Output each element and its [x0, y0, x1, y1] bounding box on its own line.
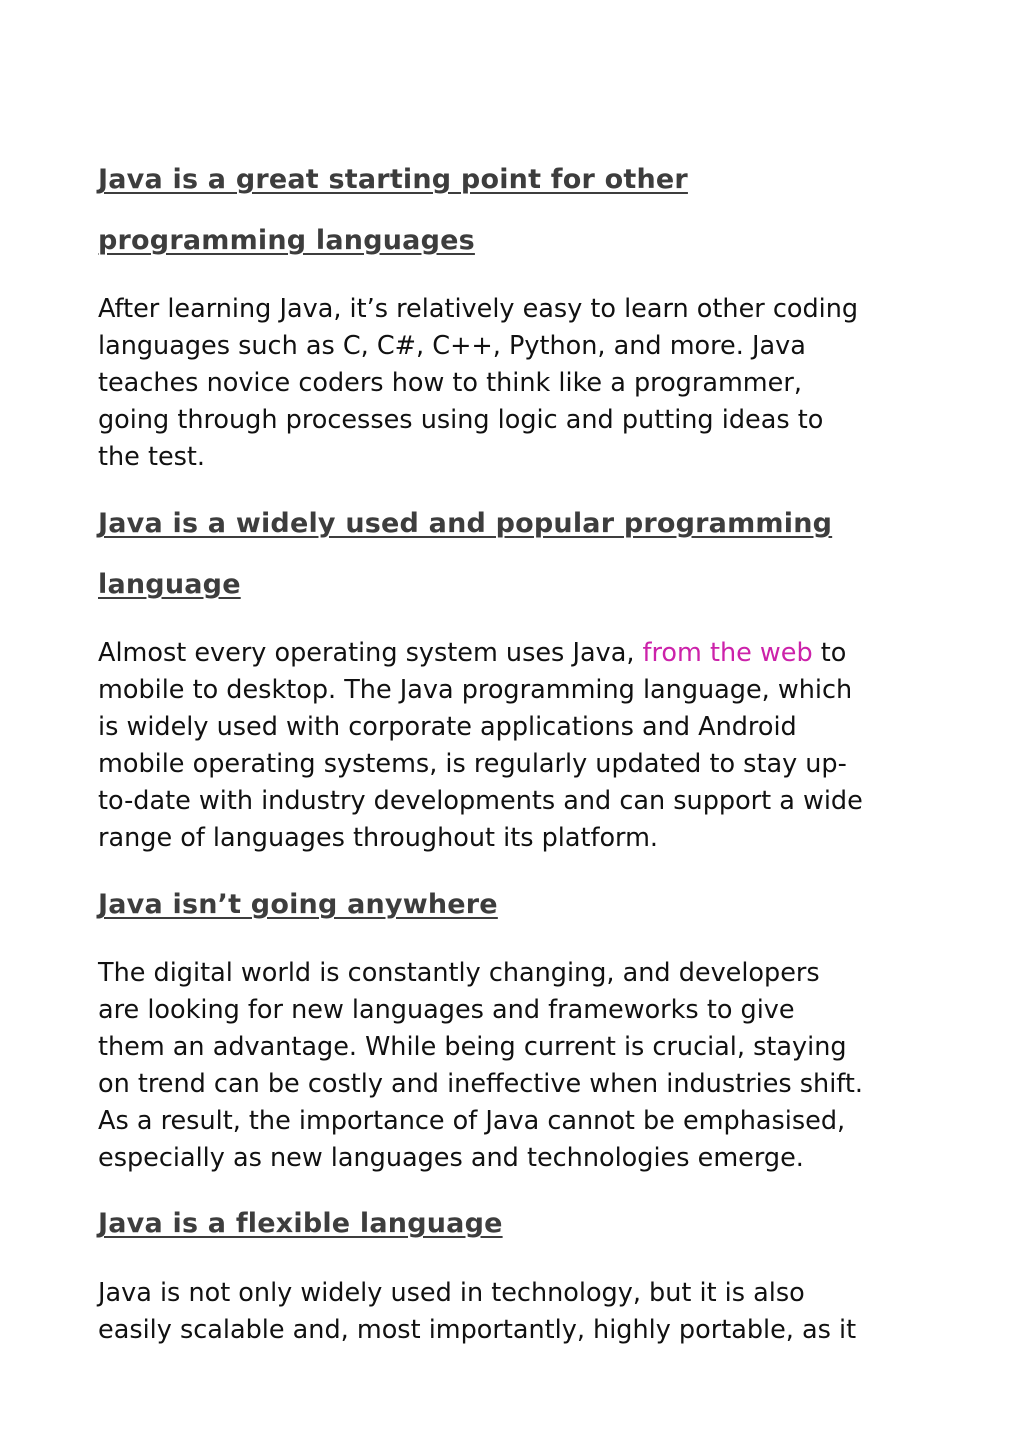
paragraph-line: mobile to desktop. The Java programming language, which — [98, 675, 853, 705]
paragraph-widely-used — [98, 635, 938, 857]
paragraph-line: especially as new languages and technologies emerge. — [98, 1143, 804, 1173]
paragraph-line: to-date with industry developments and can support a wide — [98, 786, 863, 816]
section-heading-starting-point-line-2: programming languages — [98, 225, 475, 256]
section-heading-widely-used-line-2: language — [98, 569, 241, 600]
paragraph-line-with-link — [98, 635, 938, 672]
paragraph-line: The digital world is constantly changing, and developers — [98, 958, 820, 988]
paragraph-starting-point — [98, 291, 938, 476]
paragraph-text: Almost every operating system uses Java, — [98, 638, 643, 668]
paragraph-line: is widely used with corporate applications and Android — [98, 712, 797, 742]
paragraph-line: easily scalable and, most importantly, highly portable, as it — [98, 1315, 857, 1345]
paragraph-line: After learning Java, it’s relatively easy to learn other coding — [98, 294, 859, 324]
paragraph-line: them an advantage. While being current is crucial, staying — [98, 1032, 847, 1062]
section-heading-starting-point-line-1: Java is a great starting point for other — [98, 164, 688, 195]
paragraph-not-going-anywhere — [98, 955, 938, 1177]
paragraph-line: languages such as C, C#, C++, Python, and more. Java — [98, 331, 806, 361]
section-heading-flexible-language: Java is a flexible language — [98, 1208, 503, 1239]
paragraph-line: As a result, the importance of Java cannot be emphasised, — [98, 1106, 846, 1136]
paragraph-line: going through processes using logic and putting ideas to — [98, 405, 824, 435]
paragraph-flexible-language — [98, 1275, 938, 1349]
paragraph-text: to — [812, 638, 847, 668]
section-heading-widely-used-line-1: Java is a widely used and popular programming — [98, 508, 833, 539]
paragraph-line: the test. — [98, 442, 206, 472]
from-the-web-link[interactable]: from the web — [642, 638, 813, 668]
paragraph-line: Java is not only widely used in technology, but it is also — [98, 1278, 805, 1308]
paragraph-line: on trend can be costly and ineffective when industries shift. — [98, 1069, 863, 1099]
section-heading-not-going-anywhere: Java isn’t going anywhere — [98, 889, 498, 920]
paragraph-line: range of languages throughout its platform. — [98, 823, 659, 853]
paragraph-line: teaches novice coders how to think like a programmer, — [98, 368, 802, 398]
paragraph-line: are looking for new languages and frameworks to give — [98, 995, 795, 1025]
paragraph-line: mobile operating systems, is regularly updated to stay up- — [98, 749, 847, 779]
